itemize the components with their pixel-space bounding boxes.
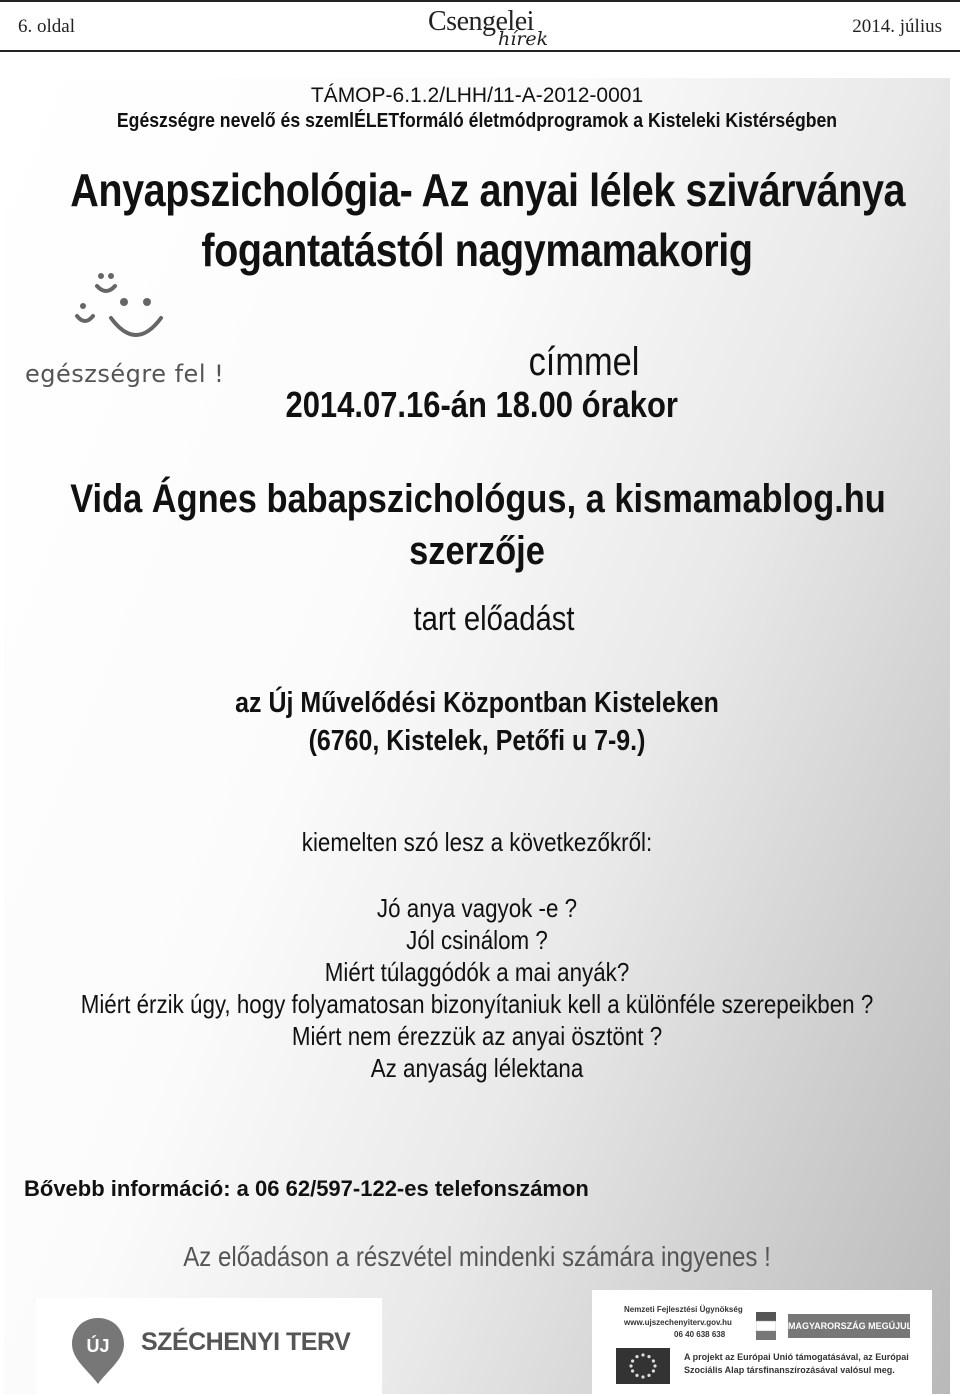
lecture-label: tart előadást <box>413 600 575 638</box>
szechenyi-text: SZÉCHENYI TERV <box>141 1328 351 1356</box>
nfu-phone: 06 40 638 638 <box>674 1330 726 1339</box>
speaker-info <box>70 473 884 577</box>
issue-date: 2014. július <box>852 16 942 37</box>
project-code: TÁMOP-6.1.2/LHH/11-A-2012-0001 <box>310 84 644 107</box>
question-item: Miért túlaggódók a mai anyák? <box>324 957 630 987</box>
question-item: Az anyaság lélektana <box>370 1053 584 1083</box>
question-item: Jól csinálom ? <box>406 925 548 955</box>
masthead-logo <box>410 6 560 52</box>
question-item: Jó anya vagyok -e ? <box>376 893 578 923</box>
venue-line1: az Új Művelődési Központban Kisteleken <box>235 687 719 719</box>
pin-label: ÚJ <box>86 1336 110 1356</box>
hungarian-flag-icon <box>756 1312 776 1340</box>
magyarorszag-megujul-band: MAGYARORSZÁG MEGÚJUL <box>788 1314 910 1338</box>
speaker-line2: szerzője <box>409 529 545 573</box>
poster-title <box>70 160 906 280</box>
masthead-title: Csengelei <box>428 6 534 37</box>
egeszsegre-fel-logo <box>19 268 229 398</box>
map-pin-icon <box>70 1316 126 1386</box>
event-poster <box>4 78 950 1394</box>
poster-title-line1: Anyapszichológia- Az anyai lélek szivárványa <box>70 164 906 216</box>
nfu-url: www.ujszechenyiterv.gov.hu <box>624 1318 732 1327</box>
szechenyi-terv-logo <box>36 1298 382 1394</box>
logo-text: egészségre fel ! <box>25 360 225 388</box>
free-entry-note: Az előadáson a részvétel mindenki számára ingyenes ! <box>183 1241 771 1272</box>
smiley-faces-icon <box>19 268 229 363</box>
event-datetime: 2014.07.16-án 18.00 órakor <box>285 384 678 425</box>
venue-line2: (6760, Kistelek, Petőfi u 7-9.) <box>308 725 646 757</box>
question-item: Miért érzik úgy, hogy folyamatosan bizonyítaniuk kell a különféle szerepeikben ? <box>80 989 874 1019</box>
speaker-line1: Vida Ágnes babapszichológus, a kismamablog.hu <box>70 477 886 521</box>
masthead-subtitle: hírek <box>498 28 549 50</box>
nfu-name: Nemzeti Fejlesztési Ügynökség <box>624 1305 743 1314</box>
eu-flag-icon <box>616 1348 670 1384</box>
eu-support-line2: Szociális Alap társfinanszírozásával valósul meg. <box>684 1365 895 1375</box>
question-item: Miért nem érezzük az anyai ösztönt ? <box>291 1021 663 1051</box>
topics-intro: kiemelten szó lesz a következőkről: <box>301 827 653 857</box>
cimmel-label: címmel <box>528 340 640 384</box>
page-header <box>0 0 960 52</box>
nfu-eu-logo-block <box>592 1290 932 1394</box>
program-name: Egészségre nevelő és szemlÉLETformáló életmódprogramok a Kisteleki Kistérségben <box>116 109 838 132</box>
poster-title-line2: fogantatástól nagymamakorig <box>201 224 753 276</box>
venue-info <box>70 684 884 760</box>
contact-info: Bővebb információ: a 06 62/597-122-es telefonszámon <box>24 1176 589 1201</box>
page-number: 6. oldal <box>18 16 75 37</box>
eu-support-line1: A projekt az Európai Unió támogatásával, az Európai <box>684 1352 909 1362</box>
